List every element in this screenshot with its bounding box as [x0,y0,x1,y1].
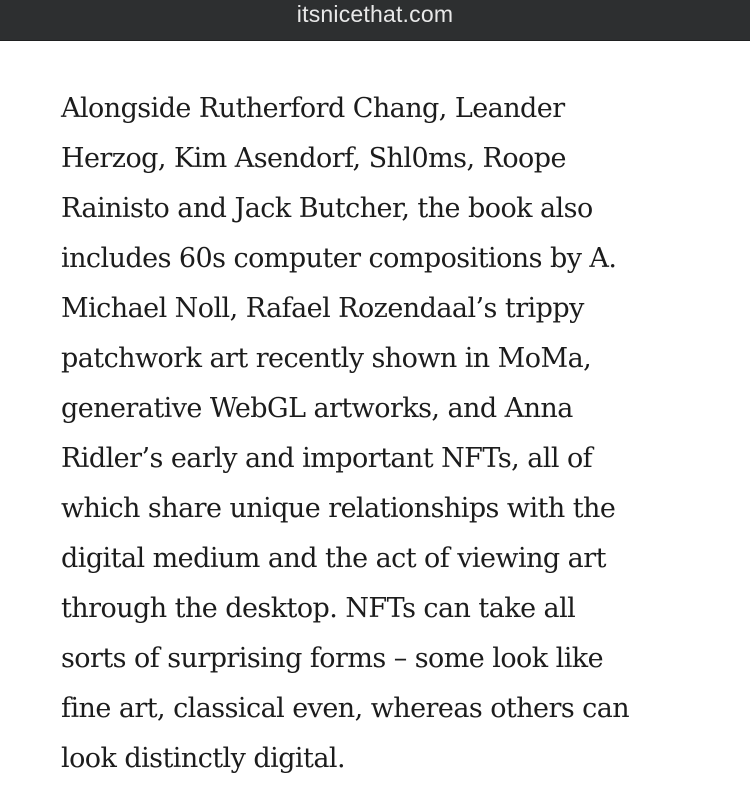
article-paragraph [61,84,741,784]
article-line: includes 60s computer compositions by A. [61,243,617,274]
article-line: through the desktop. NFTs can take all [61,593,576,624]
url-text: itsnicethat.com [296,0,454,27]
article-line: generative WebGL artworks, and Anna [61,393,573,424]
article-line: sorts of surprising forms – some look like [61,643,604,674]
article-line: Alongside Rutherford Chang, Leander [61,93,565,124]
article-line: which share unique relationships with the [61,493,616,524]
article-line: Rainisto and Jack Butcher, the book also [61,193,593,224]
article-line: Herzog, Kim Asendorf, Shl0ms, Roope [61,143,566,174]
article-line: fine art, classical even, whereas others can [61,693,630,724]
article-line: Michael Noll, Rafael Rozendaal’s trippy [61,293,584,324]
article-line: Ridler’s early and important NFTs, all of [61,443,593,474]
article-line: digital medium and the act of viewing art [61,543,606,574]
article-line: patchwork art recently shown in MoMa, [61,343,592,374]
article-line: look distinctly digital. [61,743,345,774]
browser-address-bar[interactable] [0,0,750,41]
